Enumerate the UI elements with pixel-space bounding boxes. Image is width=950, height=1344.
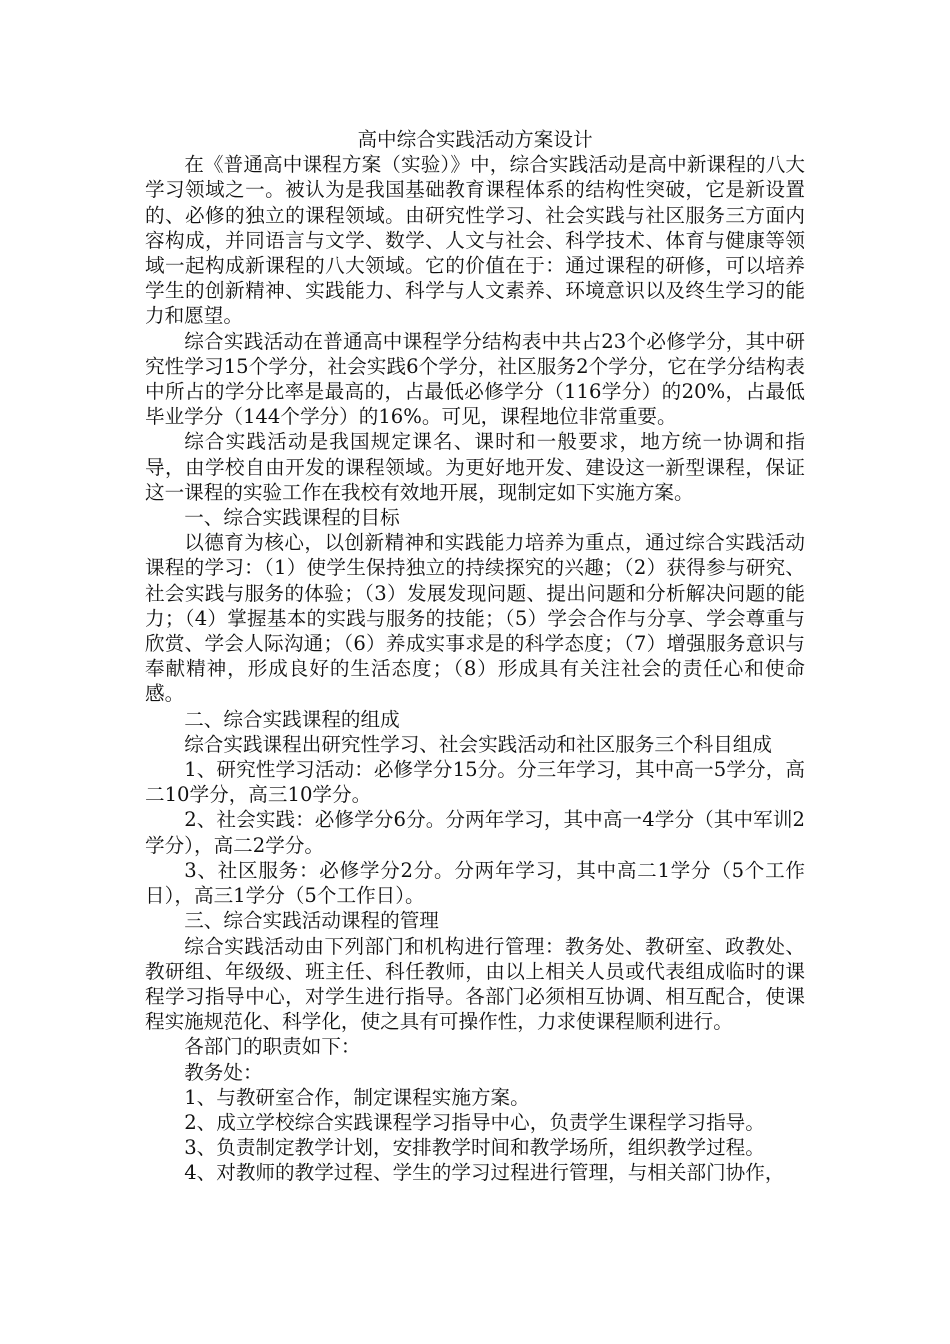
paragraph-implementation: 综合实践活动是我国规定课名、课时和一般要求，地方统一协调和指导，由学校自由开发的课程领域。为更好地开发、建设这一新型课程，保证这一课程的实验工作在我校有效地开展，现制定如下实施方案。 — [145, 430, 805, 504]
list-item-research: 1、研究性学习活动：必修学分15分。分三年学习，其中高一5学分，高二10学分，高三10学分。 — [145, 758, 805, 807]
subheading-academic-office: 教务处： — [184, 1060, 263, 1084]
list-item-duty-1: 1、与教研室合作，制定课程实施方案。 — [184, 1085, 530, 1109]
paragraph-duties-intro: 各部门的职责如下： — [184, 1035, 361, 1059]
section-heading-composition: 二、综合实践课程的组成 — [184, 707, 400, 731]
list-item-duty-4: 4、对教师的教学过程、学生的学习过程进行管理，与相关部门协作， — [184, 1161, 785, 1185]
section-heading-management: 三、综合实践活动课程的管理 — [184, 909, 439, 933]
section-heading-goals: 一、综合实践课程的目标 — [184, 506, 400, 530]
list-item-duty-2: 2、成立学校综合实践课程学习指导中心，负责学生课程学习指导。 — [184, 1110, 765, 1134]
paragraph-intro: 在《普通高中课程方案（实验）》中，综合实践活动是高中新课程的八大学习领域之一。被认为是我国基础教育课程体系的结构性突破，它是新设置的、必修的独立的课程领域。由研究性学习、社会实践与社区服务三方面内容构成，并同语言与文学、数学、人文与社会、科学技术、体育与健康等领域一起构成新课程的八大领域。它的价值在于：通过课程的研修，可以培养学生的创新精神、实践能力、科学与人文素养、环境意识以及终生学习的能力和愿望。 — [145, 153, 805, 328]
paragraph-goals: 以德育为核心，以创新精神和实践能力培养为重点，通过综合实践活动课程的学习：（1）使学生保持独立的持续探究的兴趣；（2）获得参与研究、社会实践与服务的体验；（3）发展发现问题、提出问题和分析解决问题的能力；（4）掌握基本的实践与服务的技能；（5）学会合作与分享、学会尊重与欣赏、学会人际沟通；（6）养成实事求是的科学态度；（7）增强服务意识与奉献精神，形成良好的生活态度；（8）形成具有关注社会的责任心和使命感。 — [145, 531, 805, 706]
list-item-social-practice: 2、社会实践：必修学分6分。分两年学习，其中高一4学分（其中军训2学分），高二2学分。 — [145, 808, 805, 857]
document-title: 高中综合实践活动方案设计 — [357, 128, 593, 151]
list-item-community-service: 3、社区服务：必修学分2分。分两年学习，其中高二1学分（5个工作日），高三1学分（5个工作日）。 — [145, 858, 805, 908]
list-item-duty-3: 3、负责制定教学计划，安排教学时间和教学场所，组织教学过程。 — [184, 1136, 765, 1160]
document-page — [145, 127, 805, 1186]
paragraph-management: 综合实践活动由下列部门和机构进行管理：教务处、教研室、政教处、教研组、年级级、班主任、科任教师，由以上相关人员或代表组成临时的课程学习指导中心，对学生进行指导。各部门必须相互协调、相互配合，使课程实施规范化、科学化，使之具有可操作性，力求使课程顺利进行。 — [145, 934, 805, 1034]
paragraph-composition: 综合实践课程出研究性学习、社会实践活动和社区服务三个科目组成 — [184, 732, 772, 756]
paragraph-credits: 综合实践活动在普通高中课程学分结构表中共占23个必修学分，其中研究性学习15个学分，社会实践6个学分，社区服务2个学分，它在学分结构表中所占的学分比率是最高的，占最低必修学分（116学分）的20%，占最低毕业学分（144个学分）的16%。可见，课程地位非常重要。 — [145, 329, 805, 429]
